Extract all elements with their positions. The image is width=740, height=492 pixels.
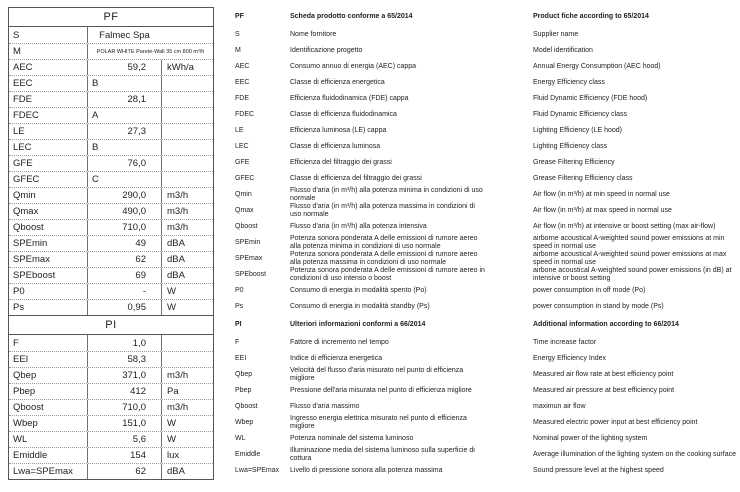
legend-code: Emiddle <box>235 451 261 459</box>
row-value: 58,3 <box>87 352 161 367</box>
row-unit: W <box>161 284 213 299</box>
legend-code: M <box>235 47 241 55</box>
row-value: - <box>87 284 161 299</box>
legend-code: SPEboost <box>235 271 267 279</box>
legend-description-en: Grease Filtering Efficiency class <box>533 175 633 183</box>
section-header-pi: PI <box>8 315 214 335</box>
legend-row <box>235 447 737 463</box>
table-row <box>9 235 213 251</box>
row-code: GFEC <box>13 174 40 185</box>
legend-description-it: Fattore di incremento nel tempo <box>290 339 389 347</box>
row-value: 49 <box>87 236 161 251</box>
legend-description-it: Efficienza fluidodinamica (FDE) cappa <box>290 95 409 103</box>
row-value: 412 <box>87 384 161 399</box>
legend-code: SPEmin <box>235 239 261 247</box>
legend-description-en: Supplier name <box>533 31 579 39</box>
legend-description-it: Potenza sonora ponderata A delle emissioni di rumore aereo alla potenza massima in condizioni di uso normale <box>290 251 478 266</box>
row-unit: W <box>161 416 213 431</box>
legend-description-it: Flusso d'aria (in m³/h) alla potenza intensiva <box>290 223 427 231</box>
row-code: FDE <box>13 94 32 105</box>
row-value: 154 <box>87 448 161 463</box>
legend-description-it: Potenza nominale del sistema luminoso <box>290 435 414 443</box>
table-row <box>9 219 213 235</box>
legend-description-en: Additional information according to 66/2014 <box>533 321 679 329</box>
row-value: Falmec Spa <box>87 27 161 43</box>
legend-code: Qmin <box>235 191 252 199</box>
row-unit: kWh/a <box>161 60 213 75</box>
row-value: A <box>87 108 161 123</box>
legend-description-it: Illuminazione media del sistema luminoso sulla superficie di cottura <box>290 447 475 462</box>
legend-code: Wbep <box>235 419 254 427</box>
legend-row <box>235 91 737 107</box>
table-row <box>9 27 213 43</box>
legend-description-it: Consumo di energia in modalità standby (Ps) <box>290 303 430 311</box>
row-code: Lwa=SPEmax <box>13 466 73 477</box>
legend-description-en: power consumption in stand by mode (Ps) <box>533 303 664 311</box>
legend-description-en: Sound pressure level at the highest speed <box>533 467 664 475</box>
legend-description-it: Identificazione progetto <box>290 47 363 55</box>
legend-code: FDEC <box>235 111 255 119</box>
legend-description-it: Potenza sonora ponderata A delle emissioni di rumore aereo alla potenza minima in condizioni di uso normale <box>290 235 478 250</box>
legend-description-it: Consumo annuo di energia (AEC) cappa <box>290 63 417 71</box>
legend-description-en: Measured air flow rate at best efficiency point <box>533 371 674 379</box>
table-row <box>9 59 213 75</box>
legend-description-it: Consumo di energia in modalità spento (Po) <box>290 287 427 295</box>
legend-code: LE <box>235 127 244 135</box>
table-row <box>9 107 213 123</box>
legend-row <box>235 139 737 155</box>
legend-code: Qboost <box>235 223 258 231</box>
legend-code: WL <box>235 435 246 443</box>
legend-description-en: Lighting Efficiency class <box>533 143 608 151</box>
legend-description-en: Product fiche according to 65/2014 <box>533 13 649 21</box>
legend-description-it: Velocità del flusso d'aria misurato nel punto di efficienza migliore <box>290 367 464 382</box>
legend-description-en: Model identification <box>533 47 593 55</box>
row-code: M <box>13 46 21 57</box>
legend-description-en: Air flow (in m³/h) at min speed in normal use <box>533 191 670 199</box>
row-code: AEC <box>13 62 33 73</box>
row-value: 27,3 <box>87 124 161 139</box>
legend-description-it: Classe di efficienza luminosa <box>290 143 381 151</box>
row-code: S <box>13 29 20 41</box>
row-unit: dBA <box>161 268 213 283</box>
table-row <box>9 171 213 187</box>
table-row <box>9 399 213 415</box>
row-value: 710,0 <box>87 220 161 235</box>
legend-code: PF <box>235 13 244 21</box>
legend-description-it: Flusso d'aria (in m³/h) alla potenza minima in condizioni di uso normale <box>290 187 483 202</box>
legend-description-it: Classe di efficienza energetica <box>290 79 385 87</box>
legend-code: AEC <box>235 63 250 71</box>
legend-row <box>235 383 737 399</box>
row-unit <box>161 140 213 155</box>
row-unit: m3/h <box>161 204 213 219</box>
row-code: Qbep <box>13 370 37 381</box>
row-value: B <box>87 76 161 91</box>
legend-description-en: maximun air flow <box>533 403 586 411</box>
section-body-pi <box>8 334 214 480</box>
row-value: C <box>87 172 161 187</box>
row-unit <box>161 27 213 43</box>
legend-row <box>235 463 737 479</box>
legend-description-it: Livello di pressione sonora alla potenza massima <box>290 467 443 475</box>
legend-row <box>235 75 737 91</box>
legend-description-en: airborne acoustical A-weighted sound power emissions at max speed in normal use <box>533 251 727 266</box>
table-row <box>9 203 213 219</box>
legend-row <box>235 315 737 335</box>
row-code: Qboost <box>13 402 44 413</box>
row-value: 28,1 <box>87 92 161 107</box>
legend-description-en: Grease Filtering Efficiency <box>533 159 615 167</box>
table-row <box>9 367 213 383</box>
row-code: Emiddle <box>13 450 48 461</box>
row-value: 76,0 <box>87 156 161 171</box>
legend-description-en: Average illumination of the lighting system on the cooking surface <box>533 451 736 459</box>
legend-row <box>235 367 737 383</box>
legend-description-it: Indice di efficienza energetica <box>290 355 383 363</box>
legend-code: Lwa=SPEmax <box>235 467 280 475</box>
legend-description-it: Nome fornitore <box>290 31 337 39</box>
legend-description-it: Flusso d'aria (in m³/h) alla potenza massima in condizioni di uso normale <box>290 203 475 218</box>
row-code: Ps <box>13 302 25 313</box>
legend-description-it: Pressione dell'aria misurata nel punto di efficienza migliore <box>290 387 472 395</box>
legend-row <box>235 171 737 187</box>
table-row <box>9 155 213 171</box>
legend-code: Ps <box>235 303 244 311</box>
row-code: P0 <box>13 286 25 297</box>
row-code: EEI <box>13 354 29 365</box>
legend-description-it: Ingresso energia elettrica misurato nel punto di efficienza migliore <box>290 415 467 430</box>
row-unit <box>161 156 213 171</box>
row-unit <box>161 352 213 367</box>
row-unit <box>161 335 213 351</box>
legend-row <box>235 107 737 123</box>
legend-row <box>235 203 737 219</box>
legend-row <box>235 415 737 431</box>
legend-description-it: Efficienza del filtraggio dei grassi <box>290 159 392 167</box>
legend-description-en: Measured air pressure at best efficiency point <box>533 387 675 395</box>
row-value: 151,0 <box>87 416 161 431</box>
legend-row <box>235 235 737 251</box>
legend-code: GFEC <box>235 175 255 183</box>
table-row <box>9 267 213 283</box>
row-value: 69 <box>87 268 161 283</box>
row-unit: Pa <box>161 384 213 399</box>
row-unit: m3/h <box>161 368 213 383</box>
row-unit: m3/h <box>161 400 213 415</box>
legend-code: EEC <box>235 79 250 87</box>
legend-code: S <box>235 31 240 39</box>
legend-code: P0 <box>235 287 244 295</box>
row-code: Qmin <box>13 190 36 201</box>
legend-descriptions <box>235 7 737 479</box>
legend-description-en: Fluid Dynamic Efficiency (FDE hood) <box>533 95 648 103</box>
row-code: Wbep <box>13 418 38 429</box>
legend-description-en: Annual Energy Consumption (AEC hood) <box>533 63 661 71</box>
legend-description-it: Flusso d'aria massimo <box>290 403 360 411</box>
row-code: GFE <box>13 158 33 169</box>
legend-description-en: Air flow (in m³/h) at intensive or boost setting (max air-flow) <box>533 223 716 231</box>
row-unit: dBA <box>161 464 213 479</box>
row-unit: dBA <box>161 252 213 267</box>
row-code: Qmax <box>13 206 39 217</box>
legend-description-en: Air flow (in m³/h) at max speed in normal use <box>533 207 672 215</box>
table-row <box>9 139 213 155</box>
table-row <box>9 283 213 299</box>
table-row <box>9 447 213 463</box>
legend-row <box>235 335 737 351</box>
legend-description-it: Scheda prodotto conforme a 65/2014 <box>290 13 413 21</box>
legend-description-en: airbone acoustical A-weighted sound power emissions (in dB) at intensive or boost setting <box>533 267 732 282</box>
legend-description-en: Fluid Dynamic Efficiency class <box>533 111 628 119</box>
row-value: 290,0 <box>87 188 161 203</box>
row-value: 62 <box>87 464 161 479</box>
table-row <box>9 299 213 315</box>
legend-description-it: Potenza sonora ponderata A delle emissioni di rumore aereo in condizioni di uso intenso o boost <box>290 267 485 282</box>
row-code: LE <box>13 126 25 137</box>
row-code: SPEmax <box>13 254 50 265</box>
legend-description-it: Efficienza luminosa (LE) cappa <box>290 127 387 135</box>
table-row <box>9 415 213 431</box>
legend-row <box>235 351 737 367</box>
row-code: WL <box>13 434 28 445</box>
legend-code: Pbep <box>235 387 252 395</box>
row-unit <box>161 172 213 187</box>
table-row <box>9 463 213 479</box>
legend-row <box>235 123 737 139</box>
legend-row <box>235 267 737 283</box>
legend-description-it: Classe di efficienza fluidodinamica <box>290 111 397 119</box>
row-value: 710,0 <box>87 400 161 415</box>
row-value: 490,0 <box>87 204 161 219</box>
legend-code: SPEmax <box>235 255 263 263</box>
legend-code: GFE <box>235 159 250 167</box>
legend-row <box>235 155 737 171</box>
row-value: 371,0 <box>87 368 161 383</box>
row-unit: dBA <box>161 236 213 251</box>
row-value: 1,0 <box>87 335 161 351</box>
row-value: 0,95 <box>87 300 161 315</box>
row-code: Pbep <box>13 386 36 397</box>
row-value: 59,2 <box>87 60 161 75</box>
table-row <box>9 383 213 399</box>
table-row <box>9 75 213 91</box>
table-row <box>9 431 213 447</box>
legend-description-en: Energy Efficiency class <box>533 79 605 87</box>
legend-description-en: Time increase factor <box>533 339 597 347</box>
legend-row <box>235 187 737 203</box>
legend-code: Qbep <box>235 371 253 379</box>
row-unit <box>161 124 213 139</box>
legend-description-en: Measured electric power input at best efficiency point <box>533 419 698 427</box>
legend-row <box>235 59 737 75</box>
legend-description-en: airborne acoustical A-weighted sound power emissions at min speed in normal use <box>533 235 725 250</box>
table-row <box>9 251 213 267</box>
legend-row <box>235 219 737 235</box>
legend-description-en: Nominal power of the lighting system <box>533 435 648 443</box>
legend-code: Qmax <box>235 207 254 215</box>
table-row <box>9 43 213 59</box>
row-unit <box>161 92 213 107</box>
legend-row <box>235 251 737 267</box>
section-header-pf: PF <box>8 7 214 27</box>
row-unit: m3/h <box>161 220 213 235</box>
legend-description-en: power consumption in off mode (Po) <box>533 287 646 295</box>
legend-description-it: Classe di efficienza del filtraggio dei grassi <box>290 175 422 183</box>
row-unit: W <box>161 300 213 315</box>
legend-code: FDE <box>235 95 249 103</box>
product-data-table <box>8 7 214 480</box>
table-row <box>9 187 213 203</box>
legend-row <box>235 7 737 27</box>
legend-row <box>235 283 737 299</box>
legend-description-it: Ulteriori informazioni conformi a 66/2014 <box>290 321 426 329</box>
legend-row <box>235 27 737 43</box>
row-unit <box>161 76 213 91</box>
legend-row <box>235 399 737 415</box>
legend-row <box>235 299 737 315</box>
legend-code: LEC <box>235 143 249 151</box>
row-unit: W <box>161 432 213 447</box>
row-value: 62 <box>87 252 161 267</box>
legend-description-en: Lighting Efficiency (LE hood) <box>533 127 622 135</box>
table-row <box>9 351 213 367</box>
row-code: EEC <box>13 78 33 89</box>
legend-code: PI <box>235 321 242 329</box>
row-code: SPEmin <box>13 238 48 249</box>
legend-description-en: Energy Efficiency Index <box>533 355 607 363</box>
table-row <box>9 91 213 107</box>
row-code: FDEC <box>13 110 39 121</box>
row-code: F <box>13 337 19 349</box>
row-value: 5,6 <box>87 432 161 447</box>
legend-code: Qboost <box>235 403 258 411</box>
row-unit <box>161 108 213 123</box>
table-row <box>9 123 213 139</box>
legend-code: EEI <box>235 355 247 363</box>
legend-row <box>235 431 737 447</box>
row-code: Qboost <box>13 222 44 233</box>
row-unit: lux <box>161 448 213 463</box>
row-code: SPEboost <box>13 270 56 281</box>
row-code: LEC <box>13 142 32 153</box>
row-value: POLAR WHITE Parete-Wall 35 cm 800 m³/h <box>87 44 213 59</box>
legend-row <box>235 43 737 59</box>
section-body-pf <box>8 26 214 316</box>
row-value: B <box>87 140 161 155</box>
row-unit: m3/h <box>161 188 213 203</box>
table-row <box>9 335 213 351</box>
legend-code: F <box>235 339 240 347</box>
